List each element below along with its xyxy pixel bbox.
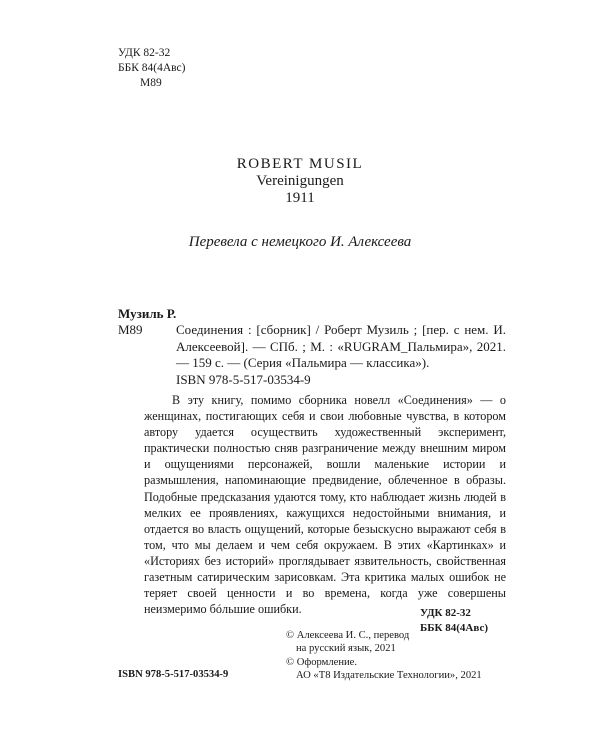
catalog-description: Соединения : [сборник] / Роберт Музиль ; [пер. с нем. И. Алексеевой]. — СПб. ; М. : «RUGRAM_Пальмира», 2021. — 159 с. — (Серия «Пальмира — классика»). bbox=[176, 322, 506, 370]
catalog-author: Музиль Р. bbox=[118, 306, 177, 321]
author-mark: М89 bbox=[140, 77, 162, 89]
catalog-index: М89 bbox=[118, 322, 143, 337]
copyright-line-4: АО «Т8 Издательские Технологии», 2021 bbox=[296, 670, 482, 682]
bbk-code: ББК 84(4Авс) bbox=[118, 62, 186, 74]
copyright-line-2: на русский язык, 2021 bbox=[296, 643, 396, 655]
udk-code-bottom: УДК 82-32 bbox=[420, 607, 471, 619]
title-block bbox=[0, 156, 600, 207]
copyright-block bbox=[286, 629, 482, 683]
original-year: 1911 bbox=[285, 190, 315, 206]
udk-code: УДК 82-32 bbox=[118, 47, 171, 59]
original-title: Vereinigungen bbox=[256, 173, 344, 189]
isbn-bottom: ISBN 978-5-517-03534-9 bbox=[118, 669, 229, 680]
copyright-line-1: © Алексеева И. С., перевод bbox=[286, 630, 410, 641]
translator-credit: Перевела с немецкого И. Алексеева bbox=[188, 234, 412, 250]
copyright-line-3: © Оформление. bbox=[286, 656, 358, 668]
catalog-isbn: ISBN 978-5-517-03534-9 bbox=[176, 372, 311, 387]
original-author: ROBERT MUSIL bbox=[236, 156, 364, 172]
classification-top bbox=[118, 46, 185, 91]
bbk-code-bottom: ББК 84(4Авс) bbox=[420, 622, 488, 634]
annotation-text: В эту книгу, помимо сборника новелл «Соединения» — о женщинах, постигающих себя и свои любовные чувства, в котором автору удается осуществить художественный эксперимент, практически полностью сняв разграничение между внешним миром и ощущениями персонажей, вошли маленькие истории и размышления, напоминающие предвидение, облеченное в образы. Подобные предсказания удаются тому, кто наблюдает жизнь людей в мелких ее проявлениях, кажущихся недостойными внимания, и отдается во власть ощущений, которые безыскусно выражают себя в том, что мы делаем и чем себя окружаем. В этих «Картинках» и «Историях без историй» проглядывает язвительность, свойственная газетным сатирическим зарисовкам. Эта критика малых ошибок не теряет своей ценности и во времена, когда уже совершены неизмеримо бóльшие ошибки. bbox=[144, 393, 506, 617]
